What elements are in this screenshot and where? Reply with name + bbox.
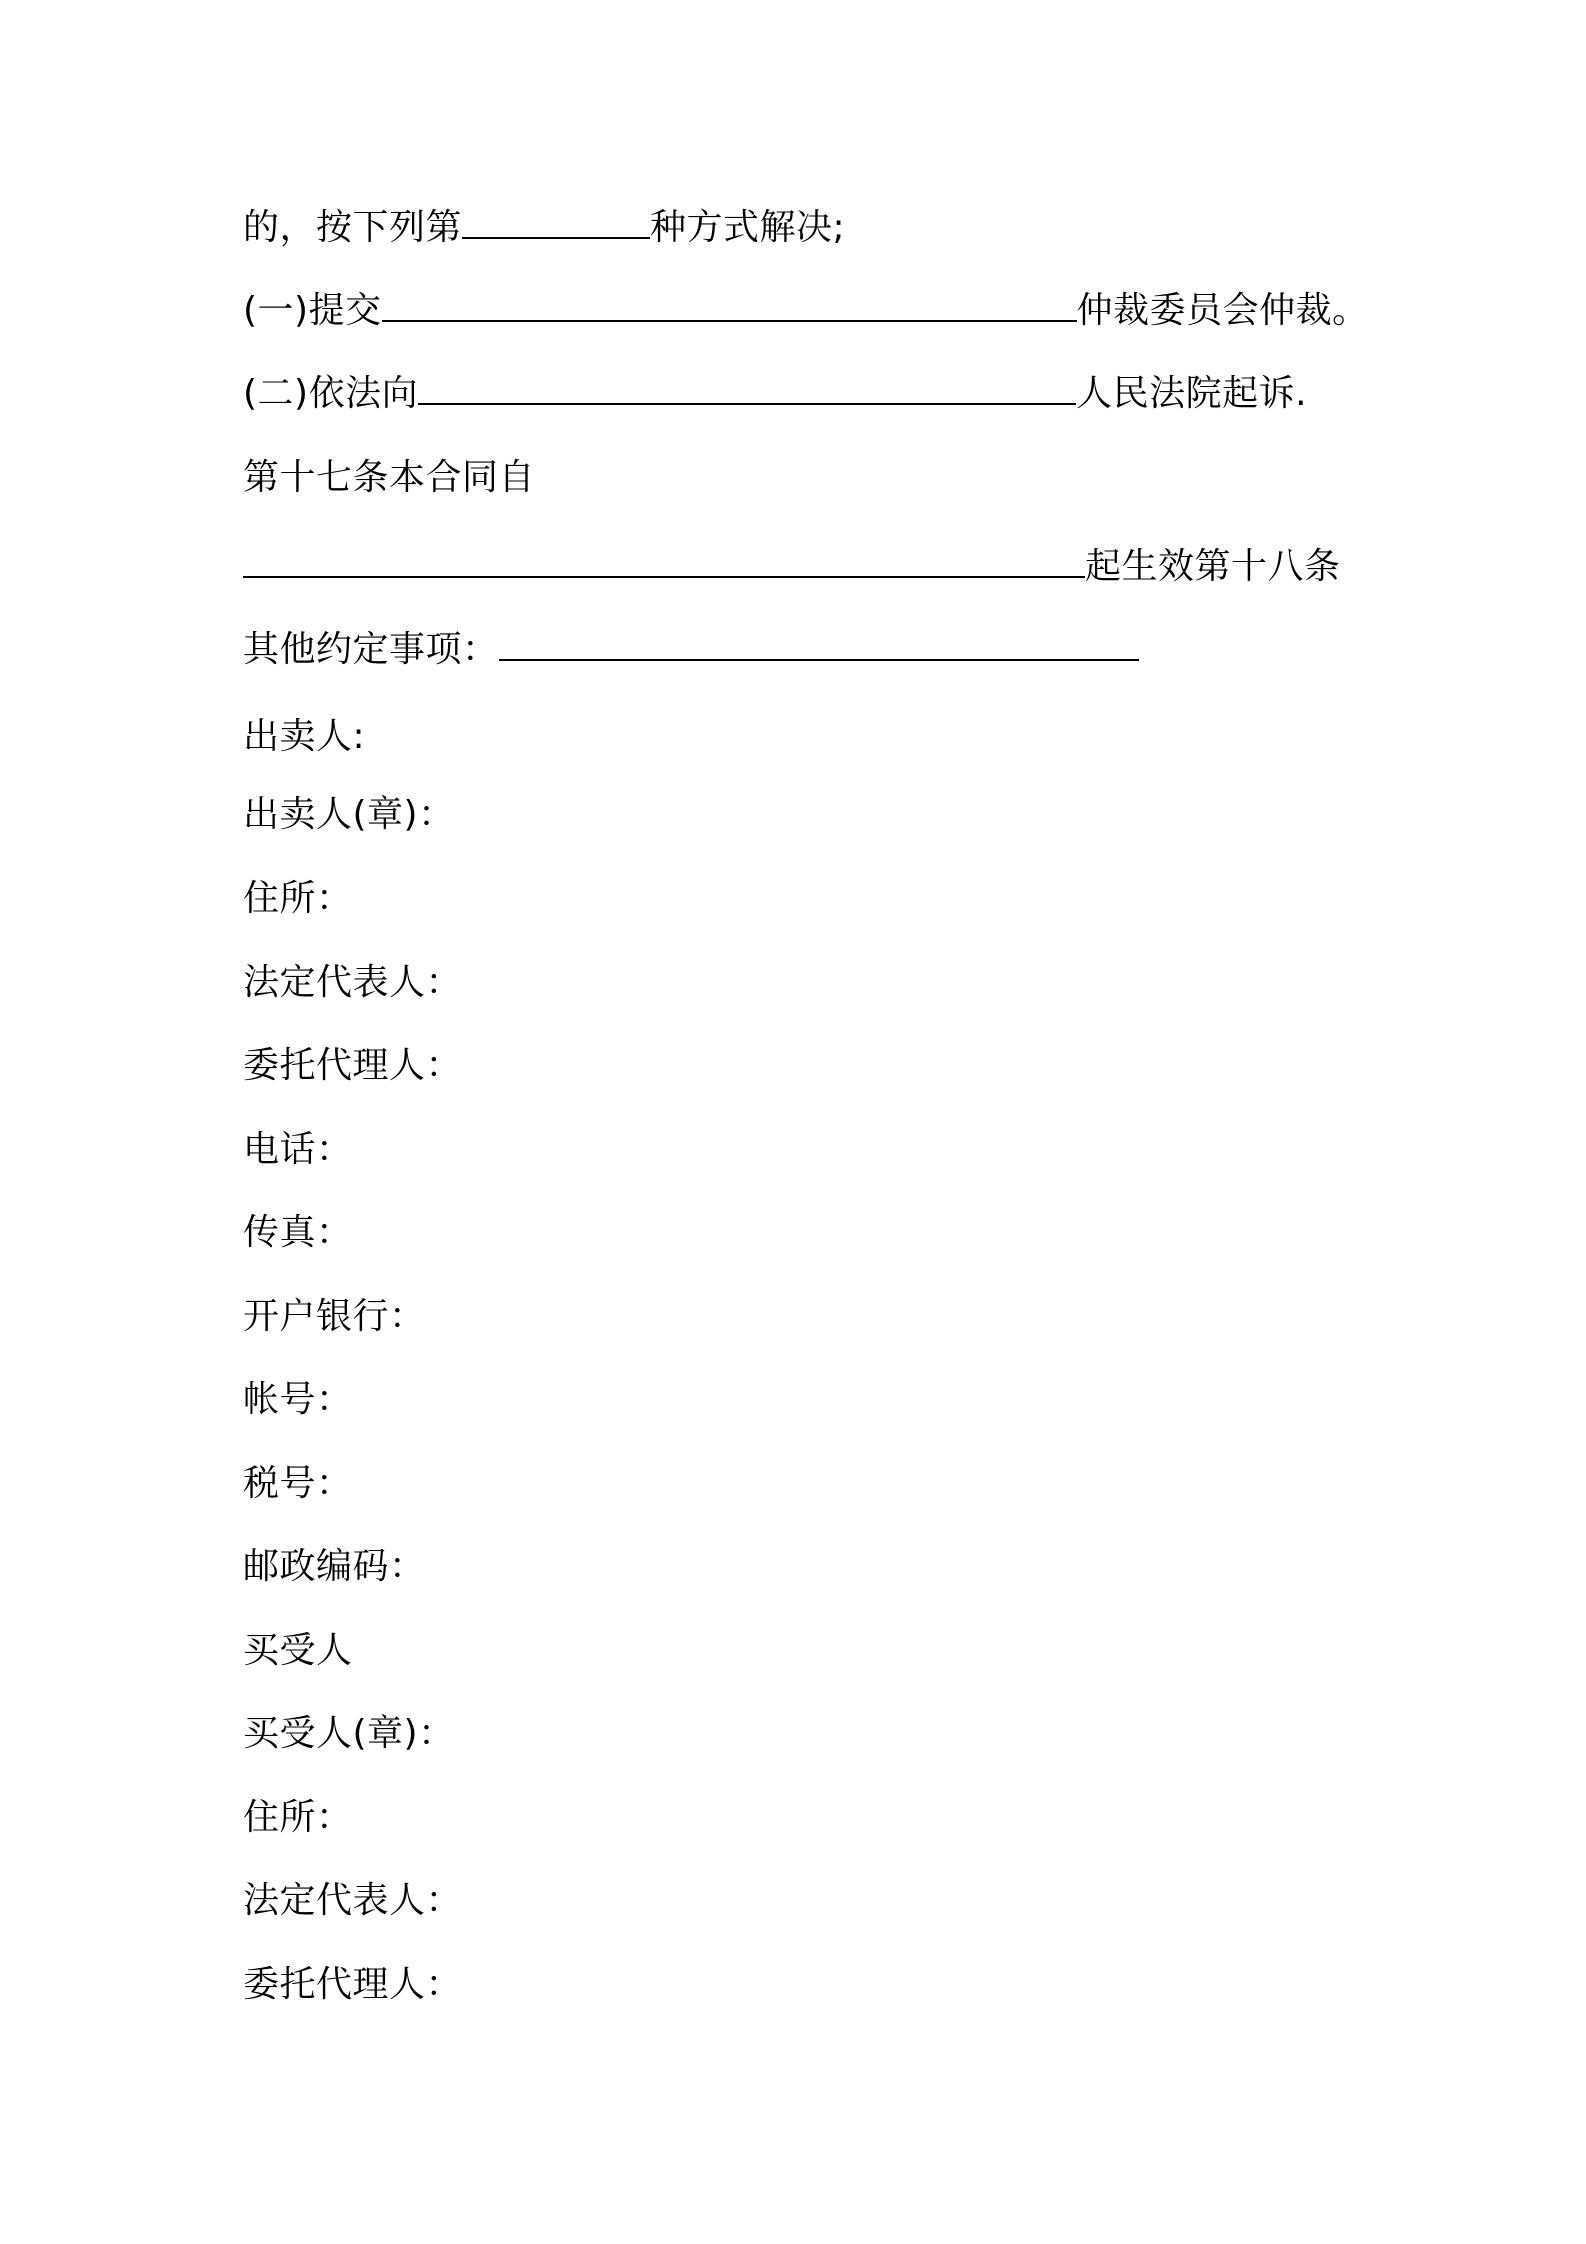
buyer-field-address bbox=[243, 1795, 353, 1841]
seller-title-text: 出卖人: bbox=[243, 716, 366, 757]
buyer-field-label: 住所： bbox=[243, 1797, 353, 1838]
arbitration-option-suffix: 仲裁委员会仲裁。 bbox=[1076, 290, 1369, 331]
seller-field-address bbox=[243, 876, 353, 922]
arbitration-option-line bbox=[243, 288, 1369, 334]
seller-field-account bbox=[243, 1377, 353, 1423]
article-17-suffix: 起生效第十八条 bbox=[1085, 546, 1341, 587]
other-matters-line bbox=[243, 627, 1139, 673]
other-matters-blank[interactable] bbox=[499, 629, 1139, 661]
buyer-title-text: 买受人 bbox=[243, 1630, 353, 1671]
seller-field-label: 住所： bbox=[243, 878, 353, 919]
seller-title bbox=[243, 714, 365, 760]
buyer-field-label: 买受人(章)： bbox=[243, 1713, 455, 1754]
arbitration-committee-blank[interactable] bbox=[382, 290, 1077, 322]
buyer-field-label: 委托代理人： bbox=[243, 1964, 463, 2005]
seller-field-label: 帐号： bbox=[243, 1379, 353, 1420]
buyer-field-seal bbox=[243, 1711, 455, 1757]
buyer-title bbox=[243, 1628, 353, 1674]
article-17-effective-line bbox=[243, 544, 1341, 590]
seller-field-phone bbox=[243, 1127, 353, 1173]
seller-field-label: 传真： bbox=[243, 1212, 353, 1253]
dispute-clause-prefix: 的，按下列第 bbox=[243, 207, 463, 248]
method-number-blank[interactable] bbox=[462, 207, 650, 239]
buyer-field-legal-representative bbox=[243, 1878, 462, 1924]
seller-field-label: 电话： bbox=[243, 1129, 353, 1170]
buyer-field-label: 法定代表人： bbox=[243, 1880, 463, 1921]
dispute-clause-line bbox=[243, 205, 845, 251]
court-option-suffix: 人民法院起诉. bbox=[1076, 373, 1308, 414]
seller-field-label: 邮政编码： bbox=[243, 1546, 426, 1587]
seller-field-legal-representative bbox=[243, 960, 462, 1006]
seller-field-label: 出卖人(章)： bbox=[243, 794, 455, 835]
seller-field-bank bbox=[243, 1294, 426, 1340]
court-option-prefix: (二)依法向 bbox=[243, 373, 419, 414]
seller-field-agent bbox=[243, 1043, 462, 1089]
court-name-blank[interactable] bbox=[418, 373, 1076, 405]
article-17-heading bbox=[243, 455, 535, 501]
court-option-line bbox=[243, 371, 1307, 417]
seller-field-seal bbox=[243, 792, 455, 838]
seller-field-label: 委托代理人： bbox=[243, 1045, 463, 1086]
seller-field-fax bbox=[243, 1210, 353, 1256]
dispute-clause-suffix: 种方式解决; bbox=[650, 207, 846, 248]
article-17-heading-text: 第十七条本合同自 bbox=[243, 457, 536, 498]
seller-field-label: 税号： bbox=[243, 1463, 353, 1504]
other-matters-label: 其他约定事项： bbox=[243, 629, 499, 670]
seller-field-tax-number bbox=[243, 1461, 353, 1507]
seller-field-postcode bbox=[243, 1544, 426, 1590]
buyer-field-agent bbox=[243, 1962, 462, 2008]
effective-date-blank[interactable] bbox=[243, 546, 1085, 578]
seller-field-label: 法定代表人： bbox=[243, 962, 463, 1003]
arbitration-option-prefix: (一)提交 bbox=[243, 290, 382, 331]
seller-field-label: 开户银行： bbox=[243, 1296, 426, 1337]
